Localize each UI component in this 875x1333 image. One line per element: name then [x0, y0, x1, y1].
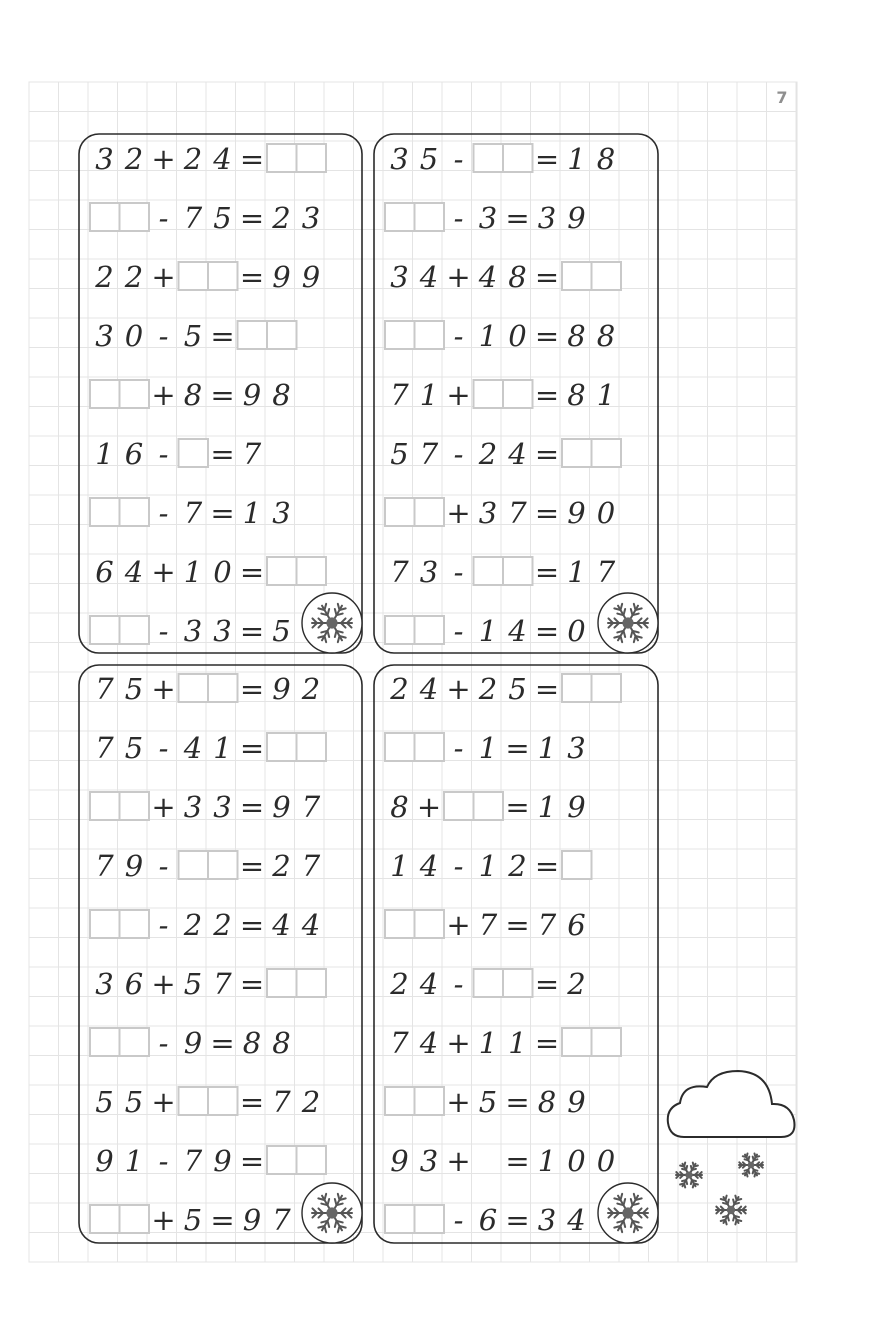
equation-char: =	[239, 260, 265, 294]
answer-box[interactable]	[385, 910, 444, 938]
equation-char: 3	[390, 260, 409, 294]
equation-char: =	[534, 614, 560, 648]
answer-box[interactable]	[90, 380, 149, 408]
answer-box[interactable]	[90, 203, 149, 231]
equation-char: 2	[301, 1085, 321, 1119]
equation-char: 2	[183, 142, 203, 176]
equation-char: -	[453, 1203, 464, 1237]
equation-char: =	[210, 437, 235, 471]
equation-char: 7	[95, 849, 114, 883]
equation-char: 9	[567, 1085, 586, 1119]
answer-box[interactable]	[90, 1028, 149, 1056]
equation-row	[90, 1026, 291, 1060]
equation-char: 3	[272, 496, 291, 530]
equation-char: -	[158, 496, 169, 530]
equation-row	[385, 201, 586, 235]
equation-char: 4	[419, 672, 439, 706]
equation-row	[390, 555, 616, 589]
equation-char: =	[239, 614, 265, 648]
answer-box[interactable]	[267, 144, 326, 172]
equation-char: 1	[567, 555, 586, 589]
equation-char: 4	[508, 437, 527, 471]
equation-char: 3	[567, 731, 586, 765]
equation-char: 3	[419, 1144, 439, 1178]
equation-char: 0	[124, 319, 144, 353]
equation-char: -	[453, 319, 464, 353]
equation-char: -	[453, 731, 464, 765]
equation-char: 4	[419, 1026, 439, 1060]
equation-char: +	[151, 1203, 176, 1237]
equation-char: 1	[537, 731, 557, 765]
equation-char: 8	[508, 260, 527, 294]
equation-char: 2	[478, 672, 498, 706]
equation-char: 7	[95, 672, 114, 706]
equation-row	[95, 319, 296, 353]
equation-char: 6	[478, 1203, 498, 1237]
answer-box[interactable]	[474, 380, 533, 408]
equation-char: -	[158, 1144, 169, 1178]
equation-char: 5	[272, 614, 291, 648]
answer-box[interactable]	[385, 1087, 444, 1115]
equation-char: 0	[567, 1144, 586, 1178]
equation-row	[390, 378, 615, 412]
equation-char: =	[239, 1085, 265, 1119]
equation-char: -	[158, 1026, 169, 1060]
answer-box[interactable]	[90, 616, 149, 644]
equation-char: 5	[124, 1085, 144, 1119]
equation-char: 4	[183, 731, 203, 765]
equation-char: +	[151, 672, 176, 706]
equation-char: =	[534, 260, 560, 294]
equation-char: -	[158, 201, 169, 235]
equation-char: 9	[183, 1026, 203, 1060]
snowflake-badge	[302, 1183, 362, 1243]
equation-char: 2	[124, 260, 144, 294]
equation-char: 3	[183, 614, 203, 648]
equation-char: 7	[301, 849, 321, 883]
equation-char: =	[239, 555, 265, 589]
equation-char: 7	[596, 555, 616, 589]
equation-char: =	[505, 1203, 530, 1237]
equation-char: 8	[537, 1085, 557, 1119]
equation-char: -	[453, 201, 464, 235]
answer-box[interactable]	[444, 792, 503, 820]
equation-char: =	[534, 849, 560, 883]
equation-char: =	[239, 967, 265, 1001]
equation-char: 2	[508, 849, 527, 883]
equation-char: +	[446, 1026, 471, 1060]
equation-char: 3	[390, 142, 409, 176]
equation-char: 9	[567, 790, 586, 824]
equation-char: 6	[567, 908, 586, 942]
equation-char: 1	[419, 378, 439, 412]
answer-box[interactable]	[562, 674, 621, 702]
answer-box[interactable]	[474, 969, 533, 997]
equation-char: 4	[567, 1203, 586, 1237]
equation-char: =	[505, 731, 530, 765]
equation-char: +	[151, 1085, 176, 1119]
equation-char: +	[446, 378, 471, 412]
equation-char: 7	[390, 555, 409, 589]
snowflake-badge	[598, 1183, 658, 1243]
equation-char: 1	[183, 555, 203, 589]
equation-char: 9	[242, 378, 262, 412]
equation-char: 5	[419, 142, 439, 176]
equation-char: 2	[183, 908, 203, 942]
equation-char: -	[158, 614, 169, 648]
answer-box[interactable]	[267, 1146, 326, 1174]
answer-box[interactable]	[562, 851, 592, 879]
equation-char: 7	[272, 1085, 291, 1119]
equation-char: +	[446, 1144, 471, 1178]
answer-box[interactable]	[474, 557, 533, 585]
equation-char: 9	[272, 672, 291, 706]
equation-char: 3	[478, 496, 498, 530]
answer-box[interactable]	[90, 910, 149, 938]
equation-char: 2	[390, 672, 409, 706]
equation-char: 9	[567, 496, 586, 530]
answer-box[interactable]	[90, 792, 149, 820]
answer-box[interactable]	[90, 498, 149, 526]
equation-char: =	[534, 437, 560, 471]
equation-char: 9	[124, 849, 144, 883]
equation-char: 5	[390, 437, 409, 471]
equation-char: 1	[567, 142, 586, 176]
equation-char: =	[210, 378, 235, 412]
snowflake-badge	[598, 593, 658, 653]
equation-char: =	[239, 201, 265, 235]
equation-char: 7	[508, 496, 527, 530]
equation-char: 3	[183, 790, 203, 824]
equation-char: 8	[242, 1026, 262, 1060]
answer-box[interactable]	[385, 203, 444, 231]
equation-char: 9	[95, 1144, 114, 1178]
graph-paper-grid	[29, 82, 797, 1262]
equation-char: =	[239, 790, 265, 824]
equation-char: 9	[301, 260, 321, 294]
equation-row	[94, 260, 320, 294]
equation-row	[390, 142, 615, 176]
equation-char: +	[446, 260, 471, 294]
equation-char: +	[416, 790, 442, 824]
equation-char: 3	[537, 201, 557, 235]
equation-char: 7	[419, 437, 439, 471]
equation-char: 1	[390, 849, 409, 883]
equation-char: 4	[272, 908, 291, 942]
equation-row	[90, 496, 291, 530]
equation-char: +	[151, 378, 176, 412]
equation-char: 9	[272, 260, 291, 294]
answer-box[interactable]	[385, 498, 444, 526]
equation-row	[385, 1085, 586, 1119]
equation-char: 7	[301, 790, 321, 824]
equation-char: 2	[272, 201, 291, 235]
equation-char: +	[151, 555, 176, 589]
equation-row	[385, 731, 586, 765]
equation-row	[95, 849, 321, 883]
answer-box[interactable]	[562, 1028, 621, 1056]
equation-char: 1	[478, 849, 498, 883]
equation-char: =	[534, 319, 560, 353]
equation-char: -	[158, 731, 169, 765]
equation-row	[390, 849, 591, 883]
equation-char: =	[210, 1026, 235, 1060]
equation-char: 7	[183, 201, 203, 235]
answer-box[interactable]	[179, 1087, 238, 1115]
equation-char: -	[453, 849, 464, 883]
equation-char: 1	[537, 790, 557, 824]
equation-char: 4	[213, 142, 232, 176]
equation-char: 2	[213, 908, 232, 942]
equation-char: =	[505, 201, 530, 235]
answer-box[interactable]	[385, 1205, 444, 1233]
equation-char: 5	[183, 1203, 203, 1237]
equation-char: -	[453, 967, 464, 1001]
equation-char: 6	[124, 967, 144, 1001]
equation-char: 5	[508, 672, 527, 706]
equation-char: 1	[478, 1026, 498, 1060]
snowflake-badge	[302, 593, 362, 653]
equation-char: 8	[183, 378, 203, 412]
equation-char: 2	[95, 260, 114, 294]
equation-char: 1	[242, 496, 262, 530]
equation-char: =	[210, 1203, 235, 1237]
equation-char: 5	[124, 731, 144, 765]
equation-char: 1	[95, 437, 114, 471]
answer-box[interactable]	[267, 969, 326, 997]
equation-char: 0	[213, 555, 232, 589]
equation-char: =	[505, 1085, 530, 1119]
equation-char: =	[239, 672, 265, 706]
equation-char: =	[534, 496, 560, 530]
equation-char: 0	[596, 1144, 616, 1178]
equation-char: =	[534, 967, 560, 1001]
equation-char: 4	[508, 614, 527, 648]
equation-char: 6	[124, 437, 144, 471]
page-number: 7	[776, 88, 788, 107]
equation-char: +	[151, 790, 176, 824]
equation-char: 0	[508, 319, 527, 353]
equation-char: 9	[213, 1144, 232, 1178]
equation-char: +	[151, 260, 176, 294]
equation-char: 1	[537, 1144, 557, 1178]
answer-box[interactable]	[562, 262, 621, 290]
equation-char: 7	[95, 731, 114, 765]
equation-row	[90, 378, 291, 412]
equation-char: 3	[537, 1203, 557, 1237]
equation-char: 7	[272, 1203, 291, 1237]
equation-char: 4	[419, 260, 439, 294]
equation-char: =	[239, 1144, 265, 1178]
equation-char: 5	[478, 1085, 498, 1119]
equation-char: 2	[478, 437, 498, 471]
equation-char: 9	[567, 201, 586, 235]
equation-char: 3	[213, 614, 232, 648]
equation-char: 0	[567, 614, 586, 648]
equation-char: -	[453, 555, 464, 589]
equation-char: -	[158, 849, 169, 883]
equation-char: 1	[508, 1026, 527, 1060]
equation-char: =	[239, 142, 265, 176]
equation-char: =	[239, 849, 265, 883]
equation-char: 7	[390, 1026, 409, 1060]
equation-char: =	[210, 319, 235, 353]
equation-char: 9	[242, 1203, 262, 1237]
answer-box[interactable]	[179, 674, 238, 702]
equation-char: -	[453, 614, 464, 648]
equation-char: -	[453, 437, 464, 471]
equation-char: =	[505, 908, 530, 942]
equation-row	[385, 1203, 586, 1237]
equation-char: 7	[537, 908, 557, 942]
equation-char: -	[453, 142, 464, 176]
equation-char: 4	[301, 908, 321, 942]
equation-char: 7	[478, 908, 498, 942]
equation-char: 1	[213, 731, 232, 765]
equation-char: 7	[242, 437, 262, 471]
equation-char: 5	[95, 1085, 114, 1119]
equation-char: 2	[301, 672, 321, 706]
answer-box[interactable]	[385, 733, 444, 761]
equation-char: 1	[596, 378, 616, 412]
equation-char: 2	[124, 142, 144, 176]
equation-char: 5	[124, 672, 144, 706]
equation-char: =	[505, 1144, 530, 1178]
equation-char: -	[158, 437, 169, 471]
equation-char: 3	[213, 790, 232, 824]
equation-row	[385, 614, 586, 648]
equation-char: 0	[596, 496, 616, 530]
equation-char: 2	[272, 849, 291, 883]
equation-char: 8	[272, 378, 291, 412]
equation-char: 3	[95, 319, 114, 353]
equation-char: 8	[272, 1026, 291, 1060]
equation-char: -	[158, 908, 169, 942]
equation-char: 7	[183, 496, 203, 530]
equation-char: =	[534, 1026, 560, 1060]
equation-char: 5	[183, 967, 203, 1001]
answer-box[interactable]	[238, 321, 297, 349]
equation-char: 5	[213, 201, 232, 235]
answer-box[interactable]	[474, 144, 533, 172]
equation-char: +	[151, 142, 176, 176]
equation-char: 3	[419, 555, 439, 589]
answer-box[interactable]	[179, 851, 238, 879]
equation-char: +	[446, 1085, 471, 1119]
equation-char: -	[158, 319, 169, 353]
equation-char: 8	[596, 142, 616, 176]
equation-char: 8	[596, 319, 616, 353]
equation-char: 5	[183, 319, 203, 353]
equation-char: 7	[390, 378, 409, 412]
equation-char: 2	[567, 967, 586, 1001]
equation-char: 8	[567, 378, 586, 412]
equation-char: +	[446, 496, 471, 530]
equation-char: 2	[390, 967, 409, 1001]
equation-char: 9	[272, 790, 291, 824]
answer-box[interactable]	[385, 616, 444, 644]
equation-char: 1	[478, 731, 498, 765]
answer-box[interactable]	[562, 439, 621, 467]
equation-char: 8	[567, 319, 586, 353]
equation-char: 1	[478, 319, 498, 353]
equation-char: 3	[95, 142, 114, 176]
answer-box[interactable]	[90, 1205, 149, 1233]
answer-box[interactable]	[179, 262, 238, 290]
equation-char: =	[239, 908, 265, 942]
equation-char: 4	[124, 555, 144, 589]
equation-char: =	[534, 378, 560, 412]
equation-char: =	[534, 672, 560, 706]
equation-char: 9	[390, 1144, 409, 1178]
equation-char: 4	[419, 849, 439, 883]
equation-char: 4	[419, 967, 439, 1001]
equation-char: +	[151, 967, 176, 1001]
equation-char: +	[446, 908, 471, 942]
equation-row	[95, 1085, 320, 1119]
equation-char: 1	[478, 614, 498, 648]
equation-char: 4	[478, 260, 498, 294]
equation-char: 8	[390, 790, 409, 824]
equation-row	[90, 614, 291, 648]
equation-char: 3	[478, 201, 498, 235]
answer-box[interactable]	[267, 733, 326, 761]
equation-char: 1	[124, 1144, 144, 1178]
equation-char: 7	[183, 1144, 203, 1178]
answer-box[interactable]	[385, 321, 444, 349]
equation-char: 3	[95, 967, 114, 1001]
equation-row	[95, 672, 320, 706]
equation-row	[385, 908, 586, 942]
equation-char: =	[210, 496, 235, 530]
answer-box[interactable]	[267, 557, 326, 585]
equation-char: =	[505, 790, 530, 824]
equation-char: =	[534, 555, 560, 589]
equation-char: 7	[213, 967, 232, 1001]
equation-char: =	[239, 731, 265, 765]
equation-char: 3	[301, 201, 321, 235]
equation-row	[90, 1203, 291, 1237]
equation-char: 6	[95, 555, 114, 589]
equation-char: =	[534, 142, 560, 176]
answer-box[interactable]	[179, 439, 209, 467]
equation-char: +	[446, 672, 471, 706]
